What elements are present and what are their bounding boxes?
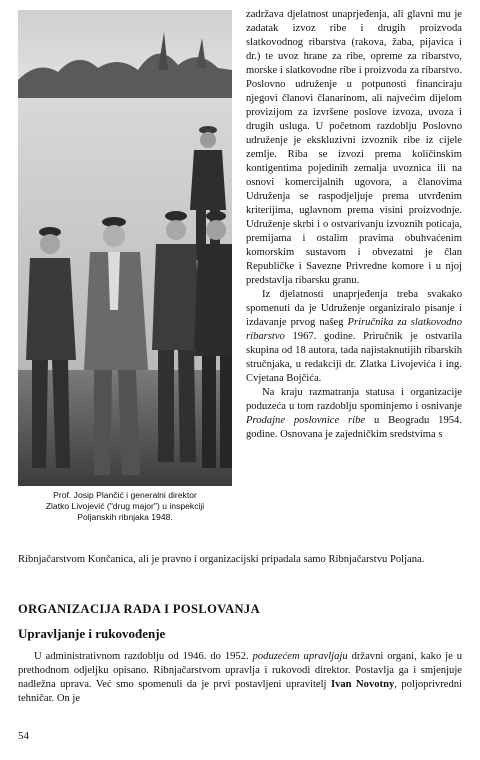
text-run: , poljoprivredni tehničar. On je xyxy=(18,679,462,704)
paragraph xyxy=(246,288,462,386)
historical-photo xyxy=(18,10,232,486)
paragraph xyxy=(246,386,462,442)
caption-line: Prof. Josip Plančić i generalni direktor xyxy=(53,490,197,500)
paragraph xyxy=(18,650,462,706)
emphasis: poduzećem upravljaju xyxy=(252,651,348,662)
photo-illustration xyxy=(18,10,232,486)
text-run: u Beogradu 1954. godine. Osnovana je zajedničkim sredstvima s xyxy=(246,415,463,440)
paragraph: zadržava djelatnost unaprjeđenja, ali glavni mu je zadatak izvoz ribe i drugih proizvoda slatkovodnog ribarstva (rakova, žaba, pijavica i dr.) te uvoz hrane za ribe, opreme za ribarstvo, morske i slatkovodne ribe i proizvoda za ribarstvo. Poslovno udruženje u potpunosti financiraju njegovi članovi članarinom, ali najvećim dijelom provizijom za izvršene poslove izvoza, uvoza i drugih usluga. U početnom razdoblju Poslovno udruženje je ekskluzivni izvoznik ribe iz cijele zemlje. Riba se izvozi prema količinskim kontigentima pojedinih zemalja uvoznica ili na osnovi komercijalnih ugovora, a članovima Udruženja se raspodjeljuje prema utvrđenim kriterijima, uglavnom prema visini proizvodnje. Udruženje skrbi i o ostvarivanju izvoznih poticaja, premijama i ostalim pravima obuhvaćenim komorskim sustavom i obvezatni je član Republičke i Savezne Privredne komore i u njoj predstavlja ribarsku granu. xyxy=(246,9,462,286)
caption-line: Poljanskih ribnjaka 1948. xyxy=(77,512,173,522)
body-section xyxy=(18,650,462,706)
page-number: 54 xyxy=(18,730,29,742)
office-name: Prodajne poslovnice ribe xyxy=(246,415,366,426)
text-run: 1967. godine. Priručnik je ostvarila skupina od 18 autora, tada najistaknutijih ribarskih stručnjaka, u redakciji dr. Zlatka Livojevića i ing. Cvjetana Bojčića. xyxy=(246,331,462,384)
text-run: U administrativnom razdoblju od 1946. do 1952. xyxy=(34,651,253,662)
text-run: Na kraju razmatranja statusa i organizacije poduzeća u tom razdoblju spominjemo i osnivanje xyxy=(246,387,462,412)
section-heading: ORGANIZACIJA RADA I POSLOVANJA xyxy=(18,602,261,616)
book-title: Priručnika za slatkovodno ribarstvo xyxy=(246,317,463,342)
continuation-paragraph: Ribnjačarstvom Končanica, ali je pravno i organizacijski pripadala samo Ribnjačarstvu Poljana. xyxy=(18,554,425,565)
subsection-heading: Upravljanje i rukovođenje xyxy=(18,626,166,641)
right-text-column xyxy=(246,8,462,442)
photo-caption xyxy=(18,490,232,523)
text-run: Iz djelatnosti unaprjeđenja treba svakako spomenuti da je Udruženje organiziralo pisanje i izdavanje prvog našeg xyxy=(246,289,462,328)
person-name: Ivan Novotny xyxy=(330,679,395,690)
caption-line: Zlatko Livojević ("drug major") u inspekciji xyxy=(45,501,205,511)
text-run: državni organi, kako je u prethodnom odjeljku opisano. Ribnjačarstvom upravlja i rukovodi direktor. Postavlja ga i smjenjuje nadležna uprava. Već smo spomenuli da je prvi postavljeni upravitelj xyxy=(18,651,462,690)
